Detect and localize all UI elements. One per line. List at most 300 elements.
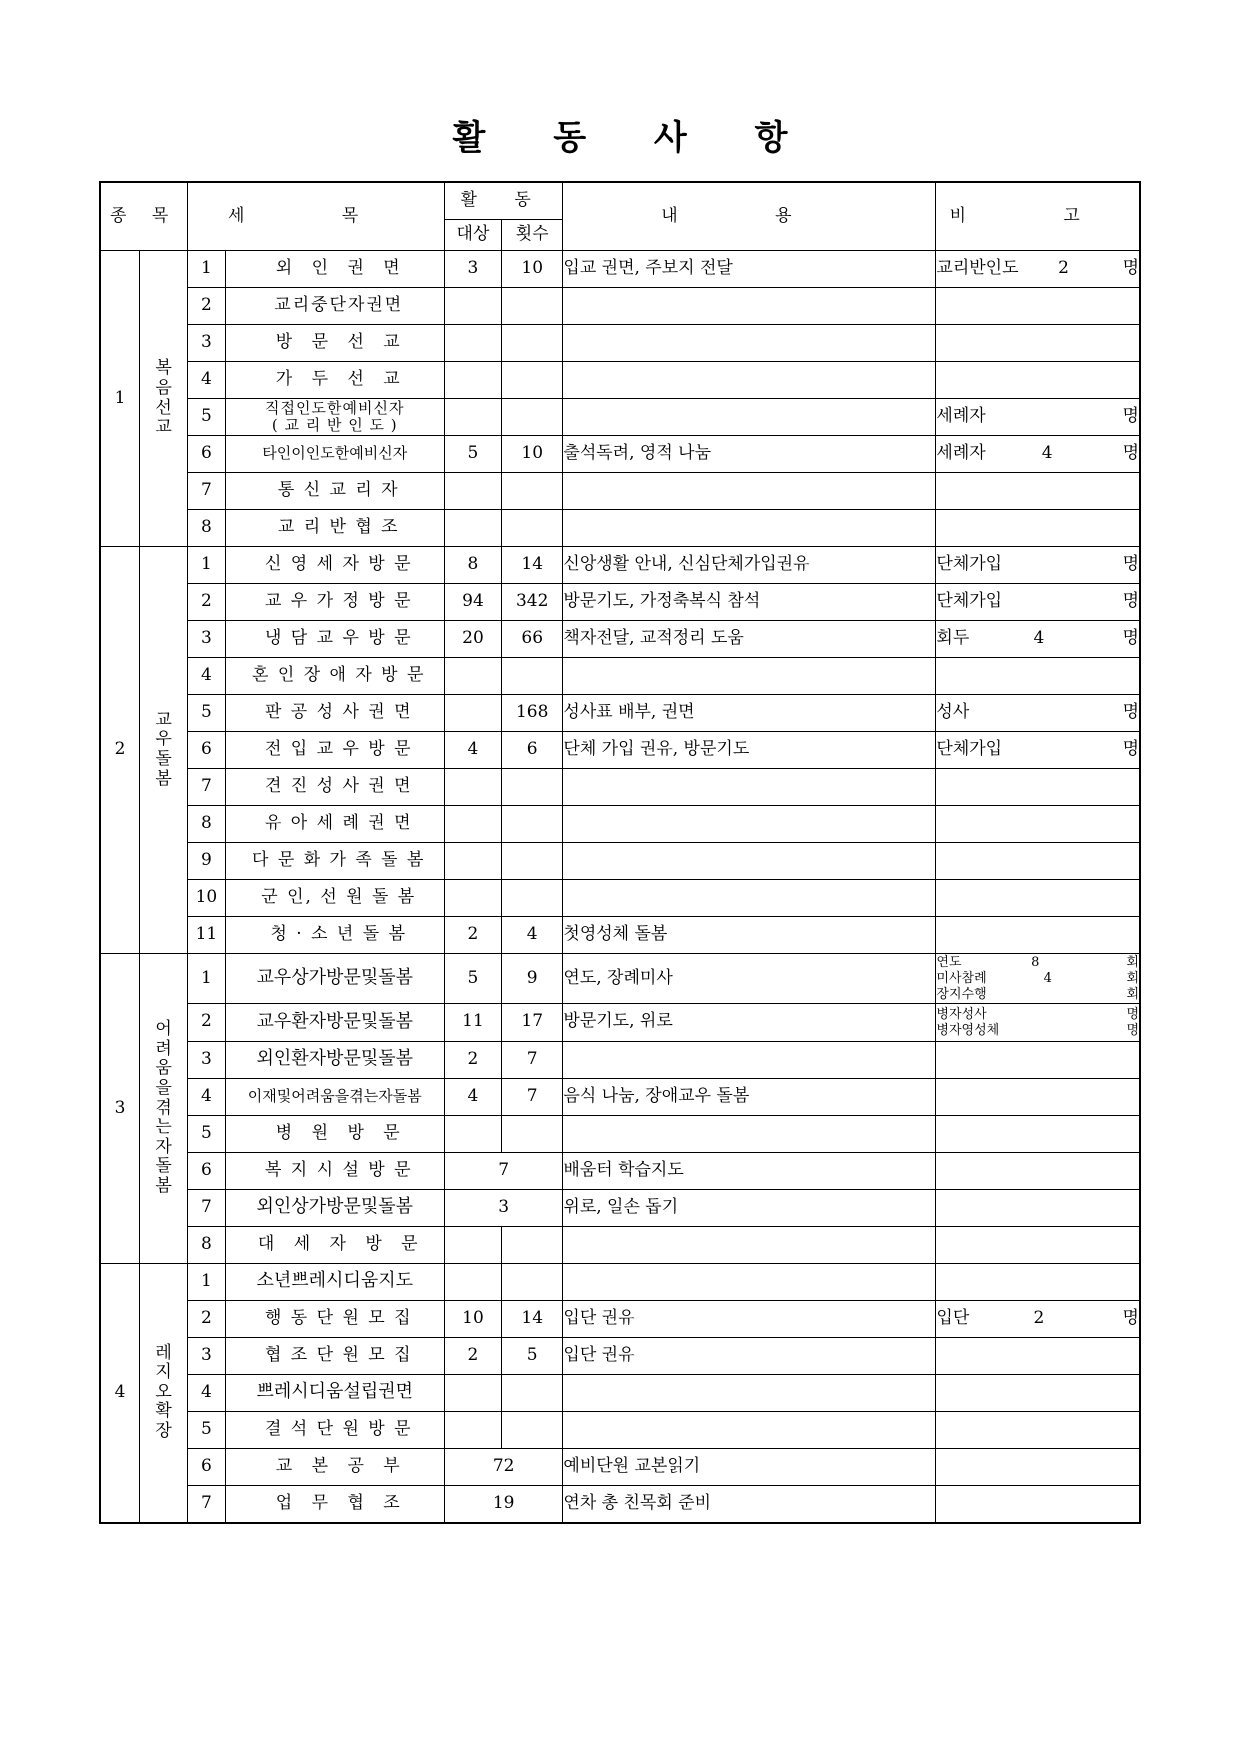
table-row [100, 1152, 1140, 1189]
item-name: 쁘레시디움설립권면 [225, 1374, 444, 1411]
activity-target-value [444, 1374, 501, 1411]
row-number: 8 [188, 510, 225, 547]
remark-cell [936, 1226, 1140, 1263]
row-number: 7 [188, 1189, 225, 1226]
activity-target-value [444, 843, 501, 880]
row-number: 7 [188, 473, 225, 510]
remark-line [936, 444, 1139, 464]
content-text [563, 880, 936, 917]
content-text: 배움터 학습지도 [563, 1152, 936, 1189]
remark-cell [936, 769, 1140, 806]
row-number: 2 [188, 584, 225, 621]
remark-cell [936, 1152, 1140, 1189]
content-text [563, 1041, 936, 1078]
remark-cell [936, 1485, 1140, 1523]
table-row [100, 1374, 1140, 1411]
content-text [563, 510, 936, 547]
activity-count-value [501, 362, 562, 399]
table-header [100, 182, 1140, 251]
remark-label: 세례자 [936, 406, 986, 427]
remark-unit: 명 [1122, 406, 1139, 427]
remark-unit: 명 [1122, 443, 1139, 464]
activity-target-value: 11 [444, 1003, 501, 1041]
section-number: 3 [100, 954, 139, 1264]
content-text: 예비단원 교본읽기 [563, 1448, 936, 1485]
col-header-remark: 비 고 [936, 182, 1140, 251]
remark-value: 4 [1041, 443, 1053, 464]
content-text [563, 843, 936, 880]
row-number: 6 [188, 732, 225, 769]
activity-target-value [444, 510, 501, 547]
content-text [563, 362, 936, 399]
content-text [563, 399, 936, 436]
remark-label: 미사참례 [936, 970, 987, 986]
remark-cell [936, 1300, 1140, 1337]
activity-count-value [501, 880, 562, 917]
row-number: 4 [188, 1374, 225, 1411]
activity-count-value: 7 [501, 1078, 562, 1115]
remark-label: 단체가입 [936, 554, 1003, 575]
remark-line [936, 592, 1139, 612]
table-row [100, 584, 1140, 621]
activity-count-value: 17 [501, 1003, 562, 1041]
activity-target-value [444, 362, 501, 399]
item-name: 방 문 선 교 [225, 325, 444, 362]
table-row [100, 917, 1140, 954]
activity-target-value [444, 1263, 501, 1300]
content-text [563, 658, 936, 695]
remark-value: 2 [1058, 258, 1069, 279]
section-number: 2 [100, 547, 139, 954]
remark-line [936, 407, 1139, 427]
item-name: 냉 담 교 우 방 문 [225, 621, 444, 658]
content-text [563, 1263, 936, 1300]
row-number: 1 [188, 251, 225, 288]
remark-label: 단체가입 [936, 739, 1003, 760]
activity-target-value: 5 [444, 954, 501, 1004]
remark-line [936, 1023, 1139, 1039]
remark-cell [936, 695, 1140, 732]
activity-target-value [444, 399, 501, 436]
section-name: 복 음 선 교 [139, 251, 187, 547]
section-name: 교 우 돌 봄 [139, 547, 187, 954]
item-name: 판 공 성 사 권 면 [225, 695, 444, 732]
remark-unit: 명 [1126, 1022, 1139, 1038]
item-name: 타인이인도한예비신자 [225, 436, 444, 473]
item-name: 유 아 세 례 권 면 [225, 806, 444, 843]
remark-label: 병자성사 [936, 1006, 987, 1022]
content-text: 성사표 배부, 권면 [563, 695, 936, 732]
content-text: 연도, 장례미사 [563, 954, 936, 1004]
activity-target-value [444, 1115, 501, 1152]
activity-target-value: 4 [444, 1078, 501, 1115]
remark-value: 4 [1033, 628, 1045, 649]
remark-cell [936, 880, 1140, 917]
item-name: 청 · 소 년 돌 봄 [225, 917, 444, 954]
item-name: 교 리 반 협 조 [225, 510, 444, 547]
activity-count-value [501, 1263, 562, 1300]
table-row [100, 1448, 1140, 1485]
activity-count-value [501, 769, 562, 806]
content-text: 입교 권면, 주보지 전달 [563, 251, 936, 288]
col-header-category: 종 목 [100, 182, 188, 251]
row-number: 5 [188, 1411, 225, 1448]
activity-table [99, 181, 1141, 1524]
row-number: 10 [188, 880, 225, 917]
row-number: 2 [188, 288, 225, 325]
activity-target-value [444, 288, 501, 325]
item-name: 행 동 단 원 모 집 [225, 1300, 444, 1337]
activity-count-value [501, 1115, 562, 1152]
table-row [100, 251, 1140, 288]
content-text: 출석독려, 영적 나눔 [563, 436, 936, 473]
row-number: 5 [188, 399, 225, 436]
activity-count-value: 10 [501, 251, 562, 288]
table-row [100, 658, 1140, 695]
item-name: 외 인 권 면 [225, 251, 444, 288]
table-row [100, 1041, 1140, 1078]
activity-target-value [444, 658, 501, 695]
row-number: 9 [188, 843, 225, 880]
activity-target-value [444, 880, 501, 917]
activity-target-value: 94 [444, 584, 501, 621]
table-row [100, 880, 1140, 917]
activity-merged-value: 19 [444, 1485, 562, 1523]
activity-target-value: 3 [444, 251, 501, 288]
activity-count-value [501, 399, 562, 436]
col-header-item: 세 목 [188, 182, 445, 251]
row-number: 6 [188, 1152, 225, 1189]
col-header-activity: 활 동 [444, 182, 562, 220]
activity-target-value [444, 769, 501, 806]
remark-label: 입단 [936, 1307, 970, 1328]
row-number: 2 [188, 1003, 225, 1041]
col-header-target: 대상 [444, 220, 501, 251]
activity-target-value [444, 1226, 501, 1263]
content-text: 첫영성체 돌봄 [563, 917, 936, 954]
remark-unit: 회 [1126, 986, 1139, 1002]
remark-cell [936, 621, 1140, 658]
row-number: 11 [188, 917, 225, 954]
content-text: 연차 총 친목회 준비 [563, 1485, 936, 1523]
table-row [100, 1300, 1140, 1337]
remark-label: 병자영성체 [936, 1022, 1000, 1038]
remark-line [936, 971, 1139, 987]
remark-label: 장지수행 [936, 986, 987, 1002]
table-row [100, 806, 1140, 843]
remark-unit: 명 [1122, 739, 1139, 760]
remark-label: 연도 [936, 955, 962, 970]
remark-cell [936, 1374, 1140, 1411]
table-row [100, 732, 1140, 769]
remark-unit: 회 [1126, 970, 1139, 986]
activity-target-value: 10 [444, 1300, 501, 1337]
activity-target-value: 4 [444, 732, 501, 769]
remark-line [936, 1309, 1139, 1329]
content-text: 방문기도, 가정축복식 참석 [563, 584, 936, 621]
content-text: 책자전달, 교적정리 도움 [563, 621, 936, 658]
item-name: 신 영 세 자 방 문 [225, 547, 444, 584]
table-row [100, 843, 1140, 880]
remark-label: 세례자 [936, 443, 986, 464]
item-name: 소년쁘레시디움지도 [225, 1263, 444, 1300]
row-number: 4 [188, 658, 225, 695]
remark-value: 2 [1033, 1307, 1045, 1328]
remark-cell [936, 917, 1140, 954]
table-body [100, 251, 1140, 1523]
content-text: 입단 권유 [563, 1337, 936, 1374]
activity-count-value [501, 473, 562, 510]
remark-label: 회두 [936, 628, 970, 649]
row-number: 3 [188, 621, 225, 658]
col-header-count: 횟수 [501, 220, 562, 251]
row-number: 7 [188, 1485, 225, 1523]
content-text [563, 806, 936, 843]
remark-value: 8 [1031, 955, 1040, 970]
remark-cell [936, 325, 1140, 362]
content-text [563, 473, 936, 510]
content-text [563, 1374, 936, 1411]
activity-target-value: 2 [444, 1337, 501, 1374]
content-text: 신앙생활 안내, 신심단체가입권유 [563, 547, 936, 584]
remark-cell [936, 251, 1140, 288]
item-name: 직접인도한예비신자 ( 교 리 반 인 도 ) [225, 399, 444, 436]
row-number: 3 [188, 325, 225, 362]
item-name: 혼 인 장 애 자 방 문 [225, 658, 444, 695]
remark-cell [936, 362, 1140, 399]
table-row [100, 1485, 1140, 1523]
table-row [100, 288, 1140, 325]
table-row [100, 436, 1140, 473]
item-name: 이재및어려움을겪는자돌봄 [225, 1078, 444, 1115]
table-row [100, 510, 1140, 547]
row-number: 1 [188, 954, 225, 1004]
remark-line [936, 955, 1139, 971]
table-row [100, 1115, 1140, 1152]
remark-cell [936, 1337, 1140, 1374]
row-number: 8 [188, 806, 225, 843]
content-text: 방문기도, 위로 [563, 1003, 936, 1041]
item-name: 결 석 단 원 방 문 [225, 1411, 444, 1448]
remark-cell [936, 954, 1140, 1004]
col-header-content: 내 용 [563, 182, 936, 251]
activity-count-value: 14 [501, 1300, 562, 1337]
row-number: 6 [188, 436, 225, 473]
table-row [100, 547, 1140, 584]
remark-cell [936, 806, 1140, 843]
row-number: 1 [188, 1263, 225, 1300]
item-name: 대 세 자 방 문 [225, 1226, 444, 1263]
remark-cell [936, 1448, 1140, 1485]
item-name: 협 조 단 원 모 집 [225, 1337, 444, 1374]
remark-cell [936, 843, 1140, 880]
remark-cell [936, 1411, 1140, 1448]
table-row [100, 1263, 1140, 1300]
remark-line [936, 703, 1139, 723]
content-text [563, 288, 936, 325]
row-number: 2 [188, 1300, 225, 1337]
activity-count-value: 10 [501, 436, 562, 473]
row-number: 5 [188, 1115, 225, 1152]
activity-count-value: 5 [501, 1337, 562, 1374]
table-row [100, 621, 1140, 658]
section-number: 1 [100, 251, 139, 547]
remark-cell [936, 584, 1140, 621]
content-text: 위로, 일손 돕기 [563, 1189, 936, 1226]
remark-line [936, 740, 1139, 760]
item-name: 교우상가방문및돌봄 [225, 954, 444, 1004]
content-text [563, 769, 936, 806]
activity-count-value: 168 [501, 695, 562, 732]
activity-count-value: 14 [501, 547, 562, 584]
remark-cell [936, 510, 1140, 547]
remark-unit: 명 [1122, 628, 1139, 649]
remark-line [936, 259, 1139, 279]
activity-count-value: 342 [501, 584, 562, 621]
item-name: 병 원 방 문 [225, 1115, 444, 1152]
activity-count-value: 7 [501, 1041, 562, 1078]
activity-count-value [501, 1374, 562, 1411]
table-row [100, 695, 1140, 732]
row-number: 3 [188, 1041, 225, 1078]
row-number: 4 [188, 362, 225, 399]
content-text [563, 325, 936, 362]
item-name: 가 두 선 교 [225, 362, 444, 399]
item-name: 업 무 협 조 [225, 1485, 444, 1523]
row-number: 4 [188, 1078, 225, 1115]
activity-count-value: 9 [501, 954, 562, 1004]
content-text [563, 1411, 936, 1448]
remark-unit: 명 [1122, 554, 1139, 575]
row-number: 1 [188, 547, 225, 584]
activity-target-value [444, 695, 501, 732]
remark-cell [936, 1078, 1140, 1115]
row-number: 5 [188, 695, 225, 732]
remark-cell [936, 1189, 1140, 1226]
remark-cell [936, 436, 1140, 473]
activity-count-value [501, 325, 562, 362]
section-name: 레 지 오 확 장 [139, 1263, 187, 1523]
activity-count-value: 4 [501, 917, 562, 954]
table-row [100, 769, 1140, 806]
remark-unit: 명 [1122, 702, 1139, 723]
activity-target-value [444, 1411, 501, 1448]
item-name: 외인환자방문및돌봄 [225, 1041, 444, 1078]
remark-label: 교리반인도 [936, 258, 1019, 279]
remark-cell [936, 1041, 1140, 1078]
remark-label: 단체가입 [936, 591, 1003, 612]
content-text: 입단 권유 [563, 1300, 936, 1337]
item-name: 견 진 성 사 권 면 [225, 769, 444, 806]
table-row [100, 1078, 1140, 1115]
table-row [100, 325, 1140, 362]
row-number: 6 [188, 1448, 225, 1485]
item-name: 외인상가방문및돌봄 [225, 1189, 444, 1226]
activity-merged-value: 72 [444, 1448, 562, 1485]
row-number: 8 [188, 1226, 225, 1263]
activity-target-value: 20 [444, 621, 501, 658]
item-name: 교 본 공 부 [225, 1448, 444, 1485]
table-row [100, 1189, 1140, 1226]
content-text: 음식 나눔, 장애교우 돌봄 [563, 1078, 936, 1115]
item-name: 군 인, 선 원 돌 봄 [225, 880, 444, 917]
table-row [100, 362, 1140, 399]
item-name: 통 신 교 리 자 [225, 473, 444, 510]
page-title: 활 동 사 항 [452, 118, 816, 158]
activity-target-value [444, 473, 501, 510]
remark-unit: 명 [1122, 258, 1139, 279]
activity-target-value: 5 [444, 436, 501, 473]
item-name: 복 지 시 설 방 문 [225, 1152, 444, 1189]
remark-cell [936, 399, 1140, 436]
activity-count-value [501, 1411, 562, 1448]
item-name: 다 문 화 가 족 돌 봄 [225, 843, 444, 880]
item-name: 교리중단자권면 [225, 288, 444, 325]
content-text [563, 1115, 936, 1152]
activity-merged-value: 7 [444, 1152, 562, 1189]
remark-line [936, 1007, 1139, 1023]
activity-count-value: 66 [501, 621, 562, 658]
remark-cell [936, 732, 1140, 769]
remark-line [936, 555, 1139, 575]
activity-count-value [501, 658, 562, 695]
table-row [100, 1226, 1140, 1263]
remark-cell [936, 473, 1140, 510]
item-name: 전 입 교 우 방 문 [225, 732, 444, 769]
activity-count-value [501, 843, 562, 880]
row-number: 3 [188, 1337, 225, 1374]
activity-count-value [501, 288, 562, 325]
remark-unit: 회 [1126, 955, 1139, 970]
activity-target-value: 2 [444, 1041, 501, 1078]
table-row [100, 473, 1140, 510]
remark-cell [936, 1263, 1140, 1300]
activity-target-value [444, 325, 501, 362]
row-number: 7 [188, 769, 225, 806]
activity-count-value [501, 1226, 562, 1263]
activity-count-value [501, 806, 562, 843]
remark-unit: 명 [1122, 1307, 1139, 1328]
remark-cell [936, 288, 1140, 325]
activity-target-value: 2 [444, 917, 501, 954]
table-row [100, 1411, 1140, 1448]
remark-value: 4 [1043, 970, 1052, 986]
item-name: 교우환자방문및돌봄 [225, 1003, 444, 1041]
item-name: 교 우 가 정 방 문 [225, 584, 444, 621]
activity-target-value [444, 806, 501, 843]
remark-line [936, 987, 1139, 1003]
activity-merged-value: 3 [444, 1189, 562, 1226]
table-row [100, 954, 1140, 1004]
activity-count-value: 6 [501, 732, 562, 769]
remark-cell [936, 658, 1140, 695]
section-number: 4 [100, 1263, 139, 1523]
activity-count-value [501, 510, 562, 547]
remark-label: 성사 [936, 702, 970, 723]
table-row [100, 1003, 1140, 1041]
remark-cell [936, 547, 1140, 584]
remark-unit: 명 [1126, 1006, 1139, 1022]
remark-cell [936, 1003, 1140, 1041]
remark-line [936, 629, 1139, 649]
activity-target-value: 8 [444, 547, 501, 584]
remark-cell [936, 1115, 1140, 1152]
table-row [100, 399, 1140, 436]
section-name: 어 려 움 을 겪 는 자 돌 봄 [139, 954, 187, 1264]
content-text [563, 1226, 936, 1263]
content-text: 단체 가입 권유, 방문기도 [563, 732, 936, 769]
table-row [100, 1337, 1140, 1374]
